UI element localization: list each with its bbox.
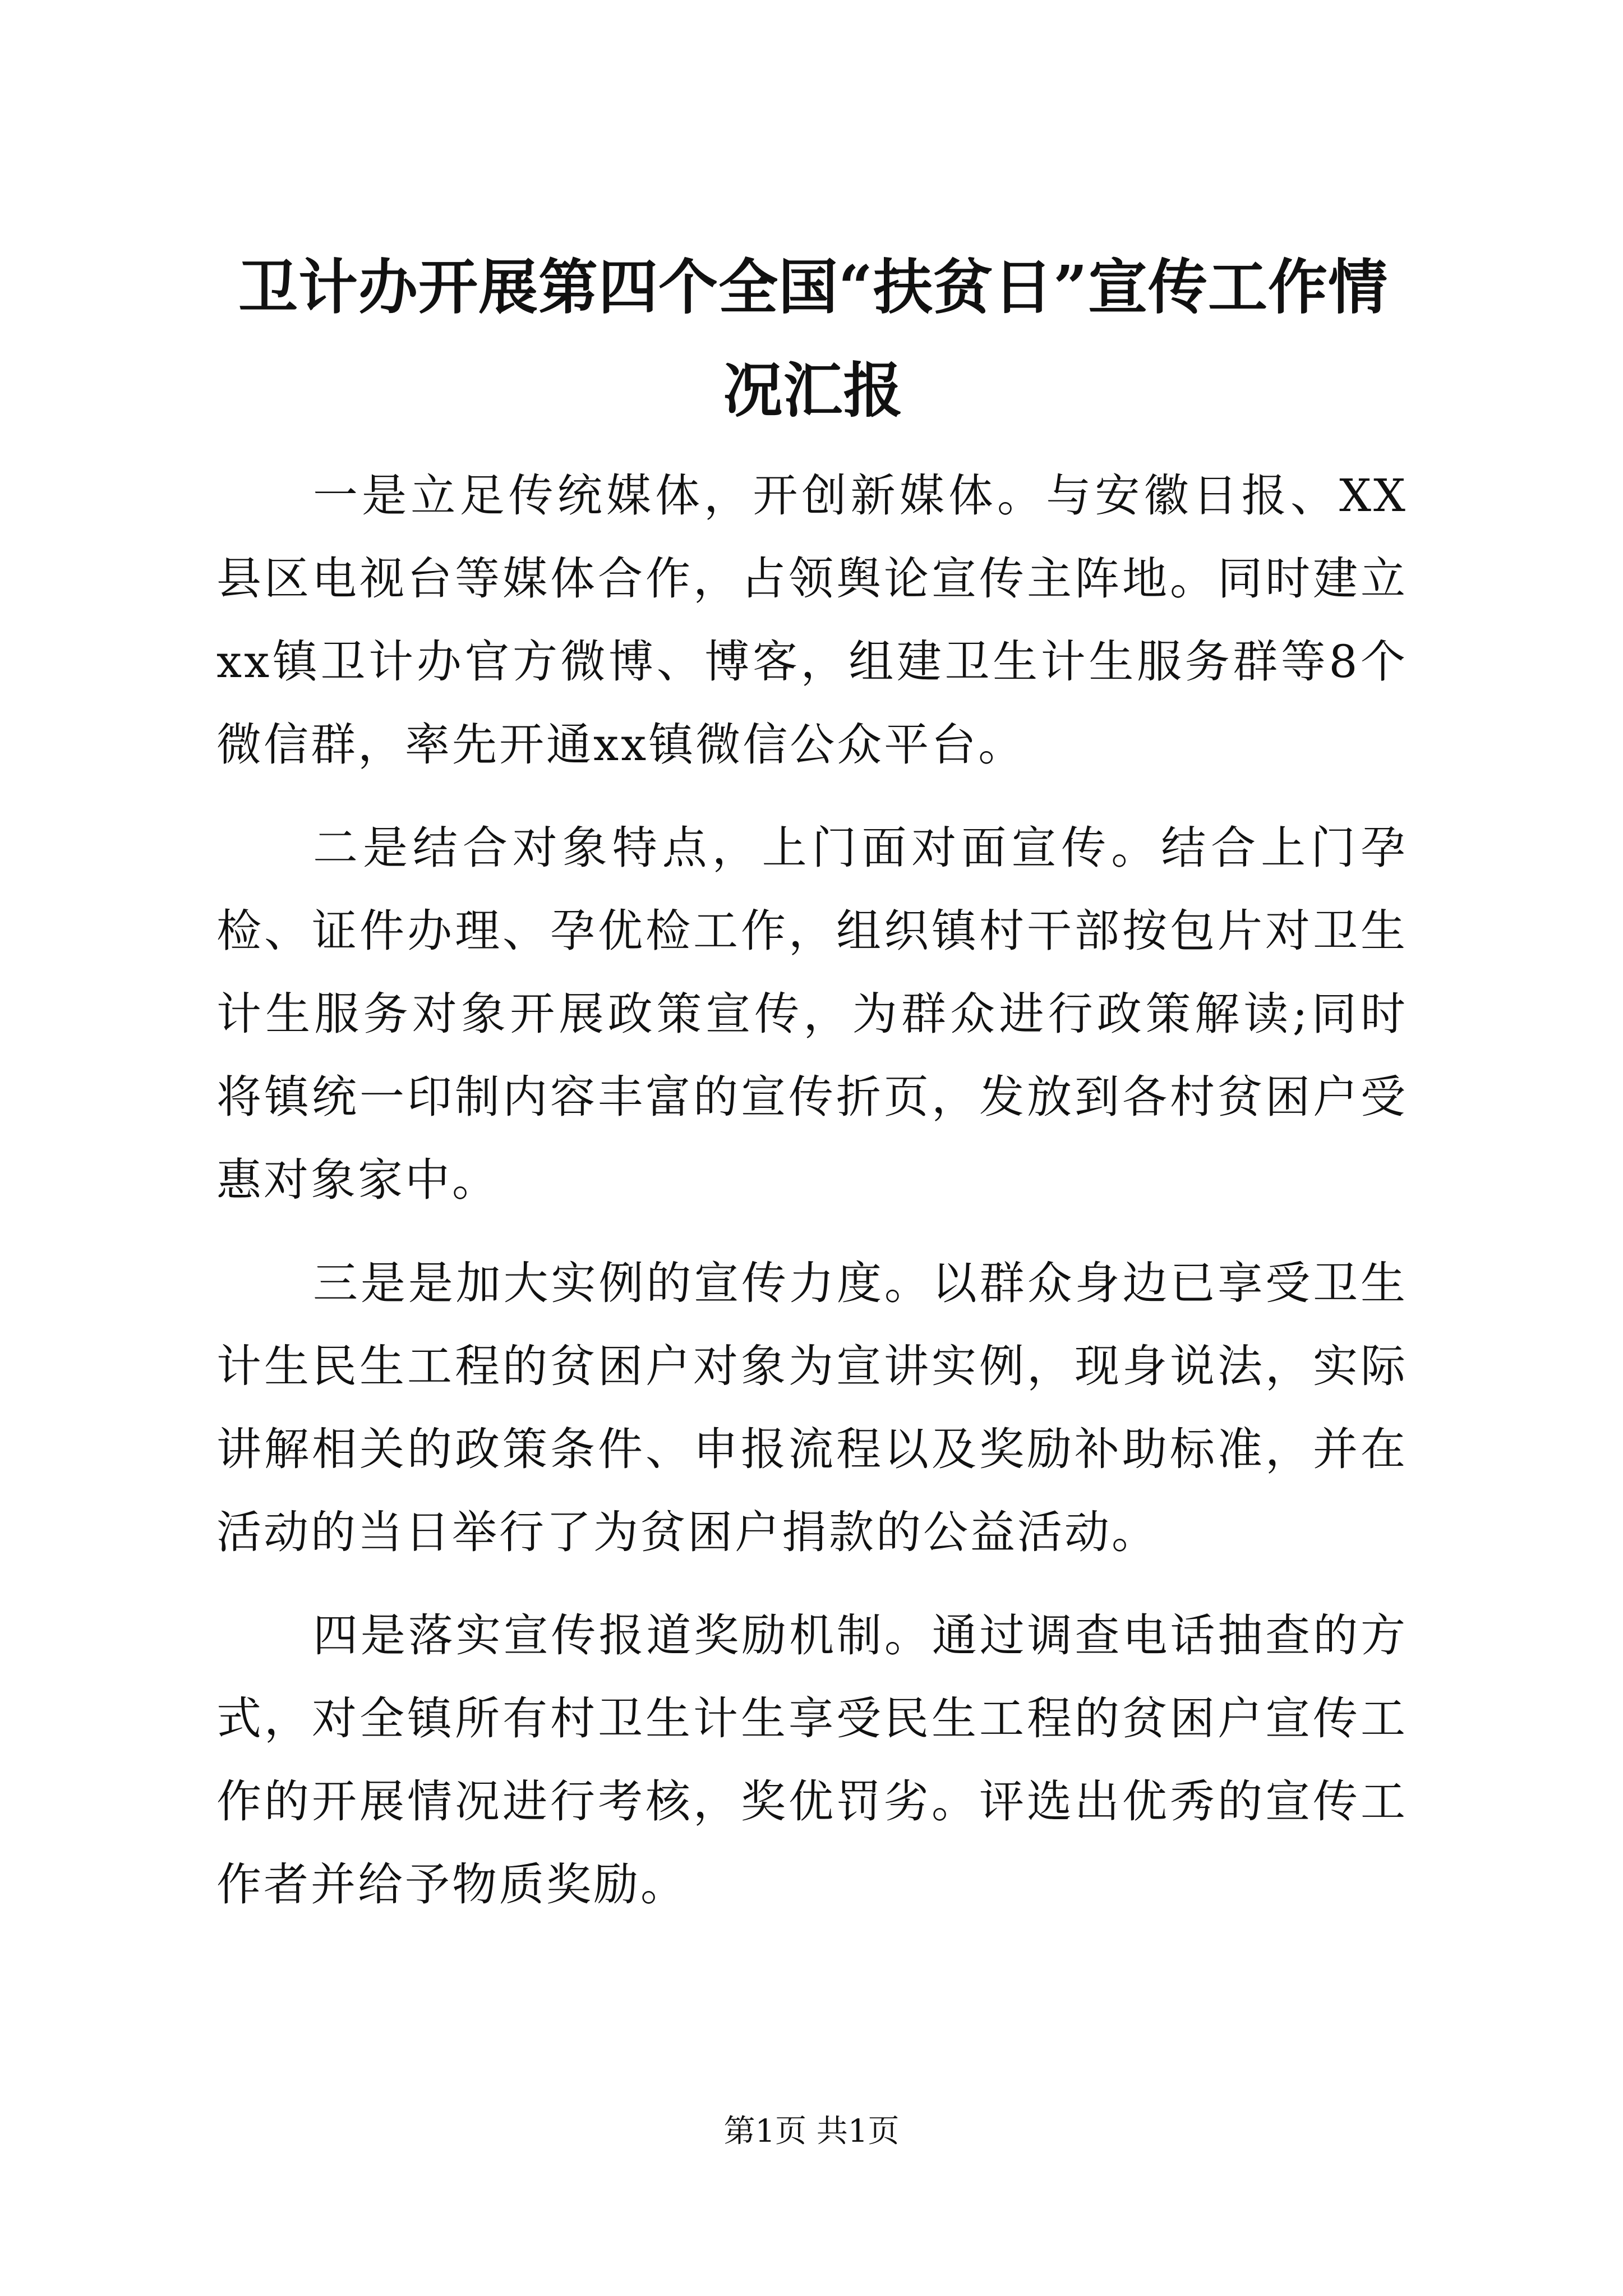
document-title: 卫计办开展第四个全国“扶贫日”宣传工作情况汇报 bbox=[238, 252, 1388, 425]
paragraph-4: 四是落实宣传报道奖励机制。通过调查电话抽查的方式，对全镇所有村卫生计生享受民生工程的贫困户宣传工作的开展情况进行考核，奖优罚劣。评选出优秀的宣传工作者并给予物质奖励。 bbox=[216, 1609, 1408, 1911]
paragraph-3: 三是是加大实例的宣传力度。以群众身边已享受卫生计生民生工程的贫困户对象为宣讲实例，现身说法，实际讲解相关的政策条件、申报流程以及奖励补助标准，并在活动的当日举行了为贫困户捐款的公益活动。 bbox=[216, 1257, 1408, 1558]
paragraph-2: 二是结合对象特点，上门面对面宣传。结合上门孕检、证件办理、孕优检工作，组织镇村干部按包片对卫生计生服务对象开展政策宣传，为群众进行政策解读;同时将镇统一印制内容丰富的宣传折页，发放到各村贫困户受惠对象家中。 bbox=[216, 822, 1408, 1206]
paragraph-1: 一是立足传统媒体，开创新媒体。与安徽日报、XX县区电视台等媒体合作，占领舆论宣传主阵地。同时建立xx镇卫计办官方微博、博客，组建卫生计生服务群等8个微信群，率先开通xx镇微信公众平台。 bbox=[216, 470, 1408, 771]
document-body bbox=[216, 454, 1408, 1947]
page-number-footer: 第1页 共1页 bbox=[723, 2113, 900, 2150]
